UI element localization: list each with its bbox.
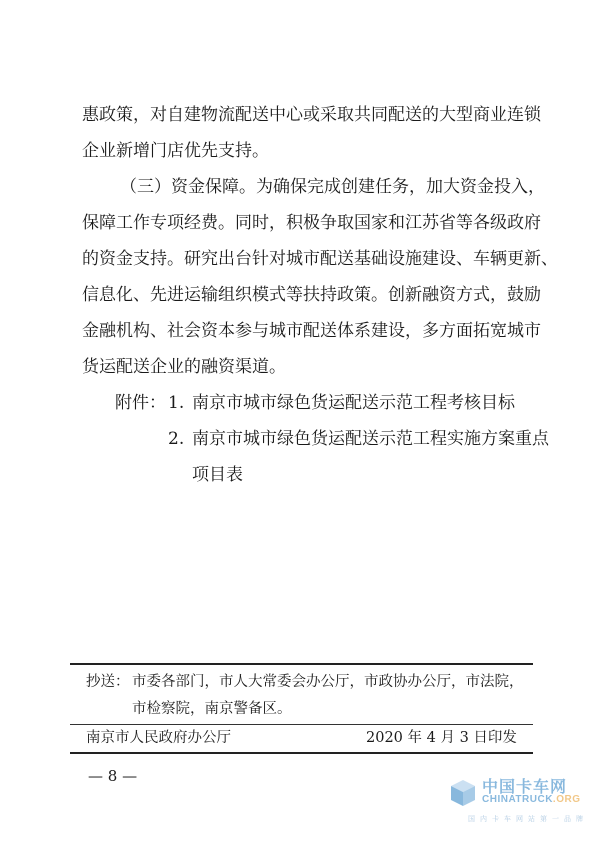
- cube-logo-icon: [448, 778, 478, 808]
- body-line: 货运配送企业的融资渠道。: [82, 357, 286, 377]
- attachment-title: 南京市城市绿色货运配送示范工程实施方案重点: [192, 429, 549, 449]
- cc-label: 抄送：: [86, 674, 130, 690]
- body-line: 惠政策，对自建物流配送中心或采取共同配送的大型商业连锁: [82, 105, 541, 125]
- footer-bottom-rule: [70, 752, 533, 754]
- watermark-cn: 中国卡车网: [482, 777, 568, 796]
- body-line: 企业新增门店优先支持。: [82, 141, 269, 161]
- cc-bottom-rule: [70, 724, 533, 725]
- body-line: 信息化、先进运输组织模式等扶持政策。创新融资方式，鼓励: [82, 285, 541, 305]
- watermark-en-main: CHINATRUCK: [482, 794, 553, 805]
- cc-recipients-continued: 市检察院，南京警备区。: [132, 701, 292, 717]
- attachment-number: 1.: [168, 393, 185, 413]
- body-line: 金融机构、社会资本参与城市配送体系建设，多方面拓宽城市: [82, 321, 541, 341]
- cc-top-rule: [70, 663, 533, 665]
- issuer-name: 南京市人民政府办公厅: [86, 730, 231, 746]
- attachment-title-continued: 项目表: [192, 465, 243, 485]
- body-line: 保障工作专项经费。同时，积极争取国家和江苏省等各级政府: [82, 213, 541, 233]
- attachment-number: 2.: [168, 429, 185, 449]
- attachments-label: 附件：: [115, 393, 166, 413]
- watermark: [448, 774, 588, 830]
- body-line: （三）资金保障。为确保完成创建任务，加大资金投入，: [120, 177, 545, 197]
- watermark-en-suffix: .ORG: [552, 794, 581, 805]
- page-number: — 8 —: [88, 767, 138, 785]
- attachment-title: 南京市城市绿色货运配送示范工程考核目标: [192, 393, 515, 413]
- watermark-en: [482, 794, 580, 805]
- watermark-slogan: 国内卡车网站第一品牌: [468, 815, 588, 823]
- issue-date: 2020 年 4 月 3 日印发: [366, 730, 517, 746]
- body-line: 的资金支持。研究出台针对城市配送基础设施建设、车辆更新、: [82, 249, 558, 269]
- cc-recipients: 市委各部门，市人大常委会办公厅，市政协办公厅，市法院，: [132, 674, 524, 690]
